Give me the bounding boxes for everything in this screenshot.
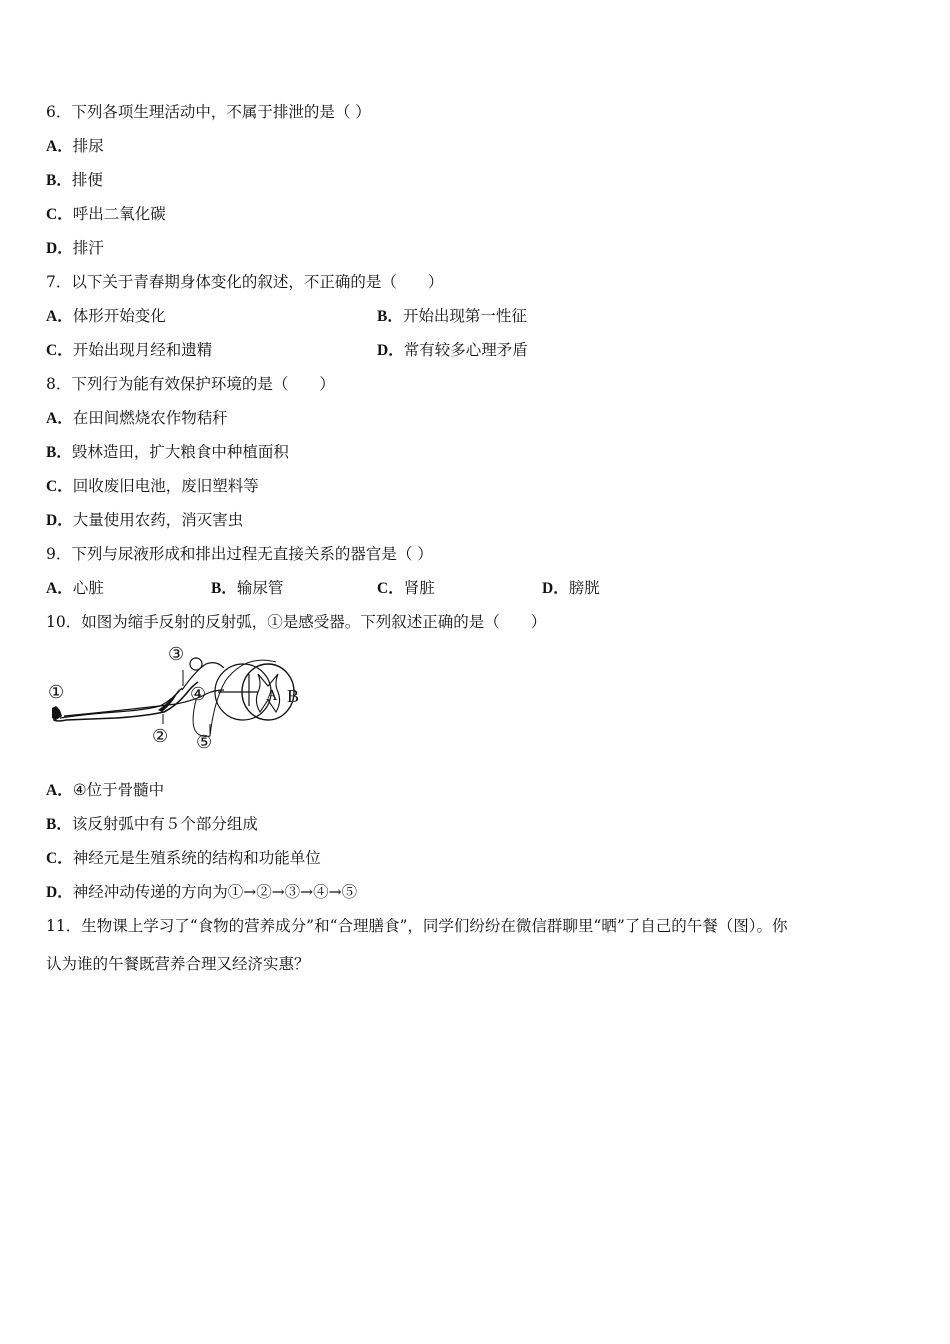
option-letter: D． (46, 512, 73, 529)
label-b: B (287, 686, 300, 706)
q8-option-a (46, 408, 228, 429)
option-text: 在田间燃烧农作物秸秆 (72, 409, 228, 427)
q7-option-d (377, 340, 528, 361)
option-letter: D． (46, 884, 73, 901)
label-5: ⑤ (196, 732, 213, 753)
label-1: ① (48, 682, 65, 703)
reflex-arc-figure (46, 640, 308, 756)
option-letter: A． (46, 308, 73, 325)
label-2: ② (152, 726, 169, 747)
option-letter: C． (46, 342, 73, 359)
q6-option-d (46, 238, 104, 259)
q7-option-c (46, 340, 212, 361)
q8-option-c (46, 476, 259, 497)
option-text: 排便 (71, 171, 103, 189)
option-text: 排汗 (72, 239, 104, 257)
option-text: 体形开始变化 (72, 307, 166, 325)
q11-stem-line2: 认为谁的午餐既营养合理又经济实惠？ (46, 955, 310, 973)
q10-option-b (46, 814, 258, 835)
receptor-knob-3 (190, 658, 202, 670)
option-text: 输尿管 (236, 579, 284, 597)
option-text: 回收废旧电池，废旧塑料等 (72, 477, 259, 495)
q9-option-c (377, 578, 435, 599)
q9-stem: 9．下列与尿液形成和排出过程无直接关系的器官是（ ） (46, 545, 433, 563)
label-3: ③ (168, 644, 185, 665)
q6-option-b (46, 170, 103, 191)
q9-option-a (46, 578, 104, 599)
q6-stem: 6．下列各项生理活动中，不属于排泄的是（ ） (46, 103, 371, 121)
option-text: 开始出现第一性征 (402, 307, 527, 325)
q9-option-d (542, 578, 600, 599)
q9-option-b (211, 578, 283, 599)
option-letter: C． (46, 850, 73, 867)
option-letter: C． (46, 478, 73, 495)
option-letter: B． (46, 444, 72, 461)
option-letter: D． (542, 580, 569, 597)
q10-stem: 10．如图为缩手反射的反射弧，①是感受器。下列叙述正确的是（ ） (46, 613, 547, 631)
q10-option-c (46, 848, 321, 869)
option-text: 心脏 (72, 579, 104, 597)
option-letter: B． (46, 172, 72, 189)
q6-option-a (46, 136, 104, 157)
q8-stem: 8．下列行为能有效保护环境的是（ ） (46, 375, 335, 393)
q11-stem-line1: 11．生物课上学习了“食物的营养成分”和“合理膳食”，同学们纷纷在微信群聊里“晒”了自己的午餐（图）。你 (46, 917, 788, 935)
option-text: 该反射弧中有５个部分组成 (71, 815, 258, 833)
option-letter: A． (46, 782, 73, 799)
option-text: 开始出现月经和遗精 (72, 341, 213, 359)
q7-option-b (377, 306, 527, 327)
q7-option-a (46, 306, 166, 327)
option-letter: B． (211, 580, 237, 597)
arm-outline-lower (60, 688, 182, 718)
option-letter: C． (377, 580, 404, 597)
option-text: 肾脏 (403, 579, 435, 597)
option-letter: A． (46, 580, 73, 597)
label-a: A (266, 687, 278, 704)
option-text: 毁林造田，扩大粮食中种植面积 (71, 443, 289, 461)
option-letter: C． (46, 206, 73, 223)
option-text: 神经冲动传递的方向为①→②→③→④→⑤ (72, 883, 358, 901)
option-letter: D． (377, 342, 404, 359)
q6-option-c (46, 204, 166, 225)
option-letter: B． (46, 816, 72, 833)
option-letter: A． (46, 138, 73, 155)
label-4: ④ (190, 684, 207, 705)
option-letter: B． (377, 308, 403, 325)
option-text: 呼出二氧化碳 (72, 205, 166, 223)
option-text: 排尿 (72, 137, 104, 155)
option-letter: A． (46, 410, 73, 427)
q8-option-b (46, 442, 289, 463)
q8-option-d (46, 510, 243, 531)
q10-option-d (46, 882, 357, 903)
q7-stem: 7．以下关于青春期身体变化的叙述，不正确的是（ ） (46, 273, 444, 291)
option-text: ④位于骨髓中 (72, 781, 165, 799)
option-letter: D． (46, 240, 73, 257)
option-text: 神经元是生殖系统的结构和功能单位 (72, 849, 321, 867)
option-text: 膀胱 (568, 579, 600, 597)
option-text: 大量使用农药，消灭害虫 (72, 511, 244, 529)
option-text: 常有较多心理矛盾 (403, 341, 528, 359)
q10-option-a (46, 780, 164, 801)
